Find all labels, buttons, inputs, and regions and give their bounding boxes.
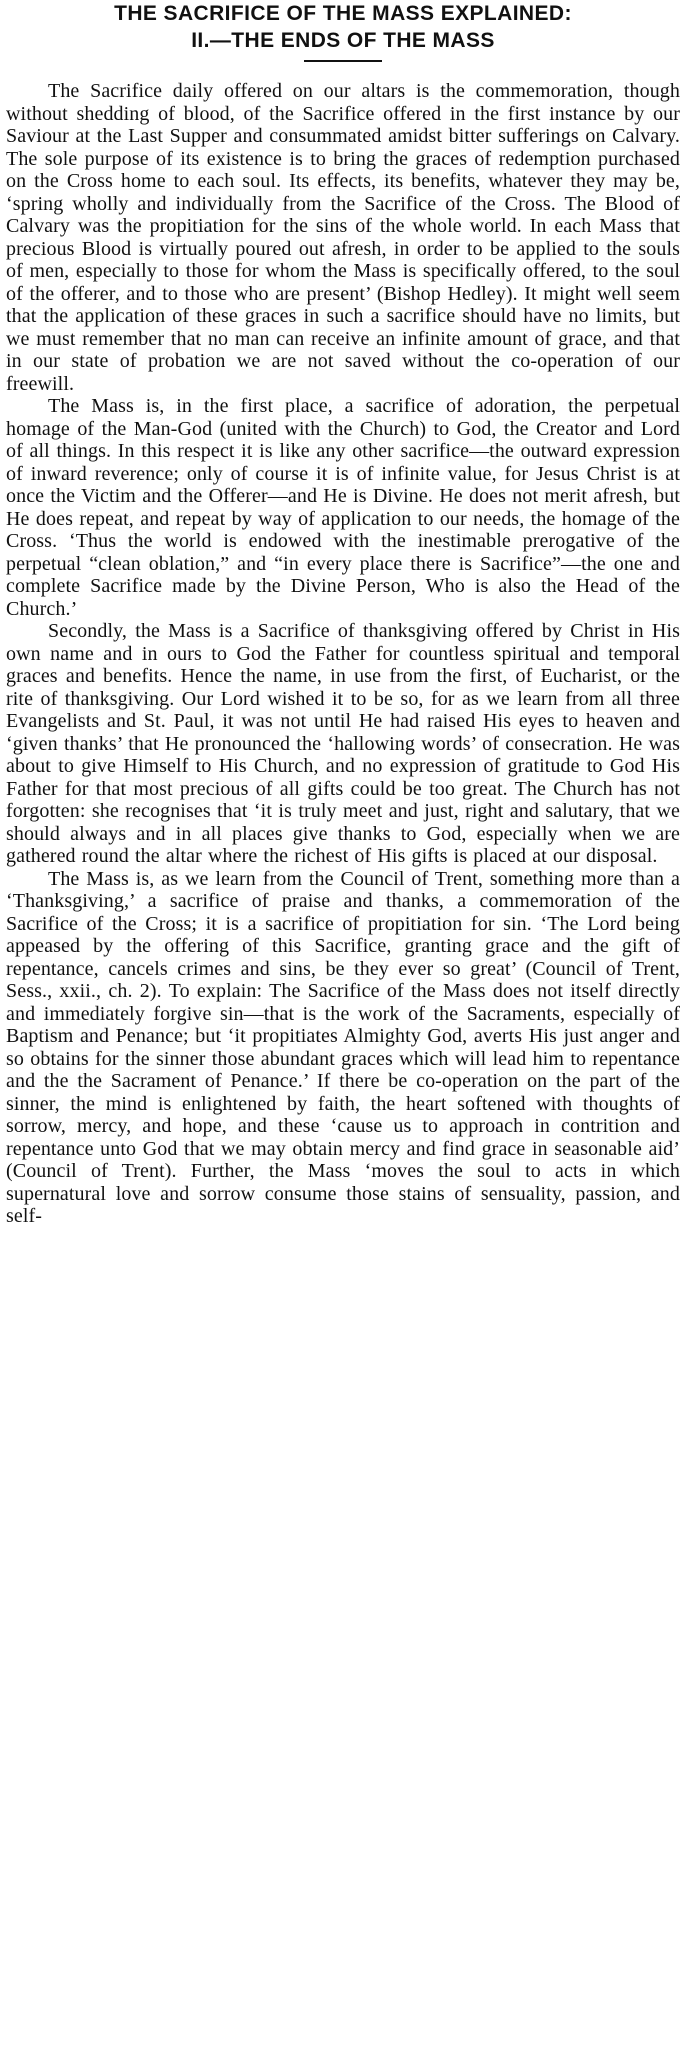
article-body [6, 80, 680, 1228]
paragraph-propitiation: The Mass is, as we learn from the Council of Trent, something more than a ‘Thanksgiving,’ a sacrifice of praise and thanks, a commemoration of the Sacrifice of the Cross; it is a sacrifice of propitiation for sin. ‘The Lord being appeased by the offering of this Sacrifice, granting grace and the gift of repentance, cancels crimes and sins, be they ever so great’ (Council of Trent, Sess., xxii., ch. 2). To explain: The Sacrifice of the Mass does not itself directly and immediately forgive sin—that is the work of the Sacraments, especially of Baptism and Penance; but ‘it propitiates Almighty God, averts His just anger and so obtains for the sinner those abundant graces which will lead him to repentance and the the Sacrament of Penance.’ If there be co-operation on the part of the sinner, the mind is enlightened by faith, the heart softened with thoughts of sorrow, mercy, and hope, and these ‘cause us to approach in contrition and repentance unto God that we may obtain mercy and find grace in seasonable aid’ (Council of Trent). Further, the Mass ‘moves the soul to acts in which supernatural love and sorrow consume those stains of sensuality, passion, and self- [6, 867, 680, 1227]
article-subtitle: II.—THE ENDS OF THE MASS [191, 29, 495, 52]
article-title: THE SACRIFICE OF THE MASS EXPLAINED: [114, 2, 572, 25]
paragraph-adoration: The Mass is, in the first place, a sacrifice of adoration, the perpetual homage of the Man-God (united with the Church) to God, the Creator and Lord of all things. In this respect it is like any other sacrifice—the outward expression of inward reverence; only of course it is of infinite value, for Jesus Christ is at once the Victim and the Offerer—and He is Divine. He does not merit afresh, but He does repeat, and repeat by way of application to our needs, the homage of the Cross. ‘Thus the world is endowed with the inestimable prerogative of the perpetual “clean oblation,” and “in every place there is Sacrifice”—the one and complete Sacrifice made by the Divine Person, Who is also the Head of the Church.’ [6, 395, 680, 620]
title-divider [304, 60, 382, 62]
paragraph-thanksgiving: Secondly, the Mass is a Sacrifice of thanksgiving offered by Christ in His own name and in ours to God the Father for countless spiritual and temporal graces and benefits. Hence the name, in use from the first, of Eucharist, or the rite of thanksgiving. Our Lord wished it to be so, for as we learn from all three Evangelists and St. Paul, it was not until He had raised His eyes to heaven and ‘given thanks’ that He pronounced the ‘hallowing words’ of consecration. He was about to give Himself to His Church, and no expression of gratitude to God His Father for that most precious of all gifts could be too great. The Church has not forgotten: she recognises that ‘it is truly meet and just, right and salutary, that we should always and in all places give thanks to God, especially when we are gathered round the altar where the richest of His gifts is placed at our disposal. [6, 620, 680, 867]
paragraph-sacrifice-commemoration: The Sacrifice daily offered on our altars is the commemoration, though without shedding of blood, of the Sacrifice offered in the first instance by our Saviour at the Last Supper and consummated amidst bitter sufferings on Calvary. The sole purpose of its existence is to bring the graces of redemption purchased on the Cross home to each soul. Its effects, its benefits, whatever they may be, ‘spring wholly and individually from the Sacrifice of the Cross. The Blood of Calvary was the propitiation for the sins of the whole world. In each Mass that precious Blood is virtually poured out afresh, in order to be applied to the souls of men, especially to those for whom the Mass is specifically offered, to the soul of the offerer, and to those who are present’ (Bishop Hedley). It might well seem that the application of these graces in such a sacrifice should have no limits, but we must remember that no man can receive an infinite amount of grace, and that in our state of probation we are not saved without the co-operation of our freewill. [6, 80, 680, 395]
